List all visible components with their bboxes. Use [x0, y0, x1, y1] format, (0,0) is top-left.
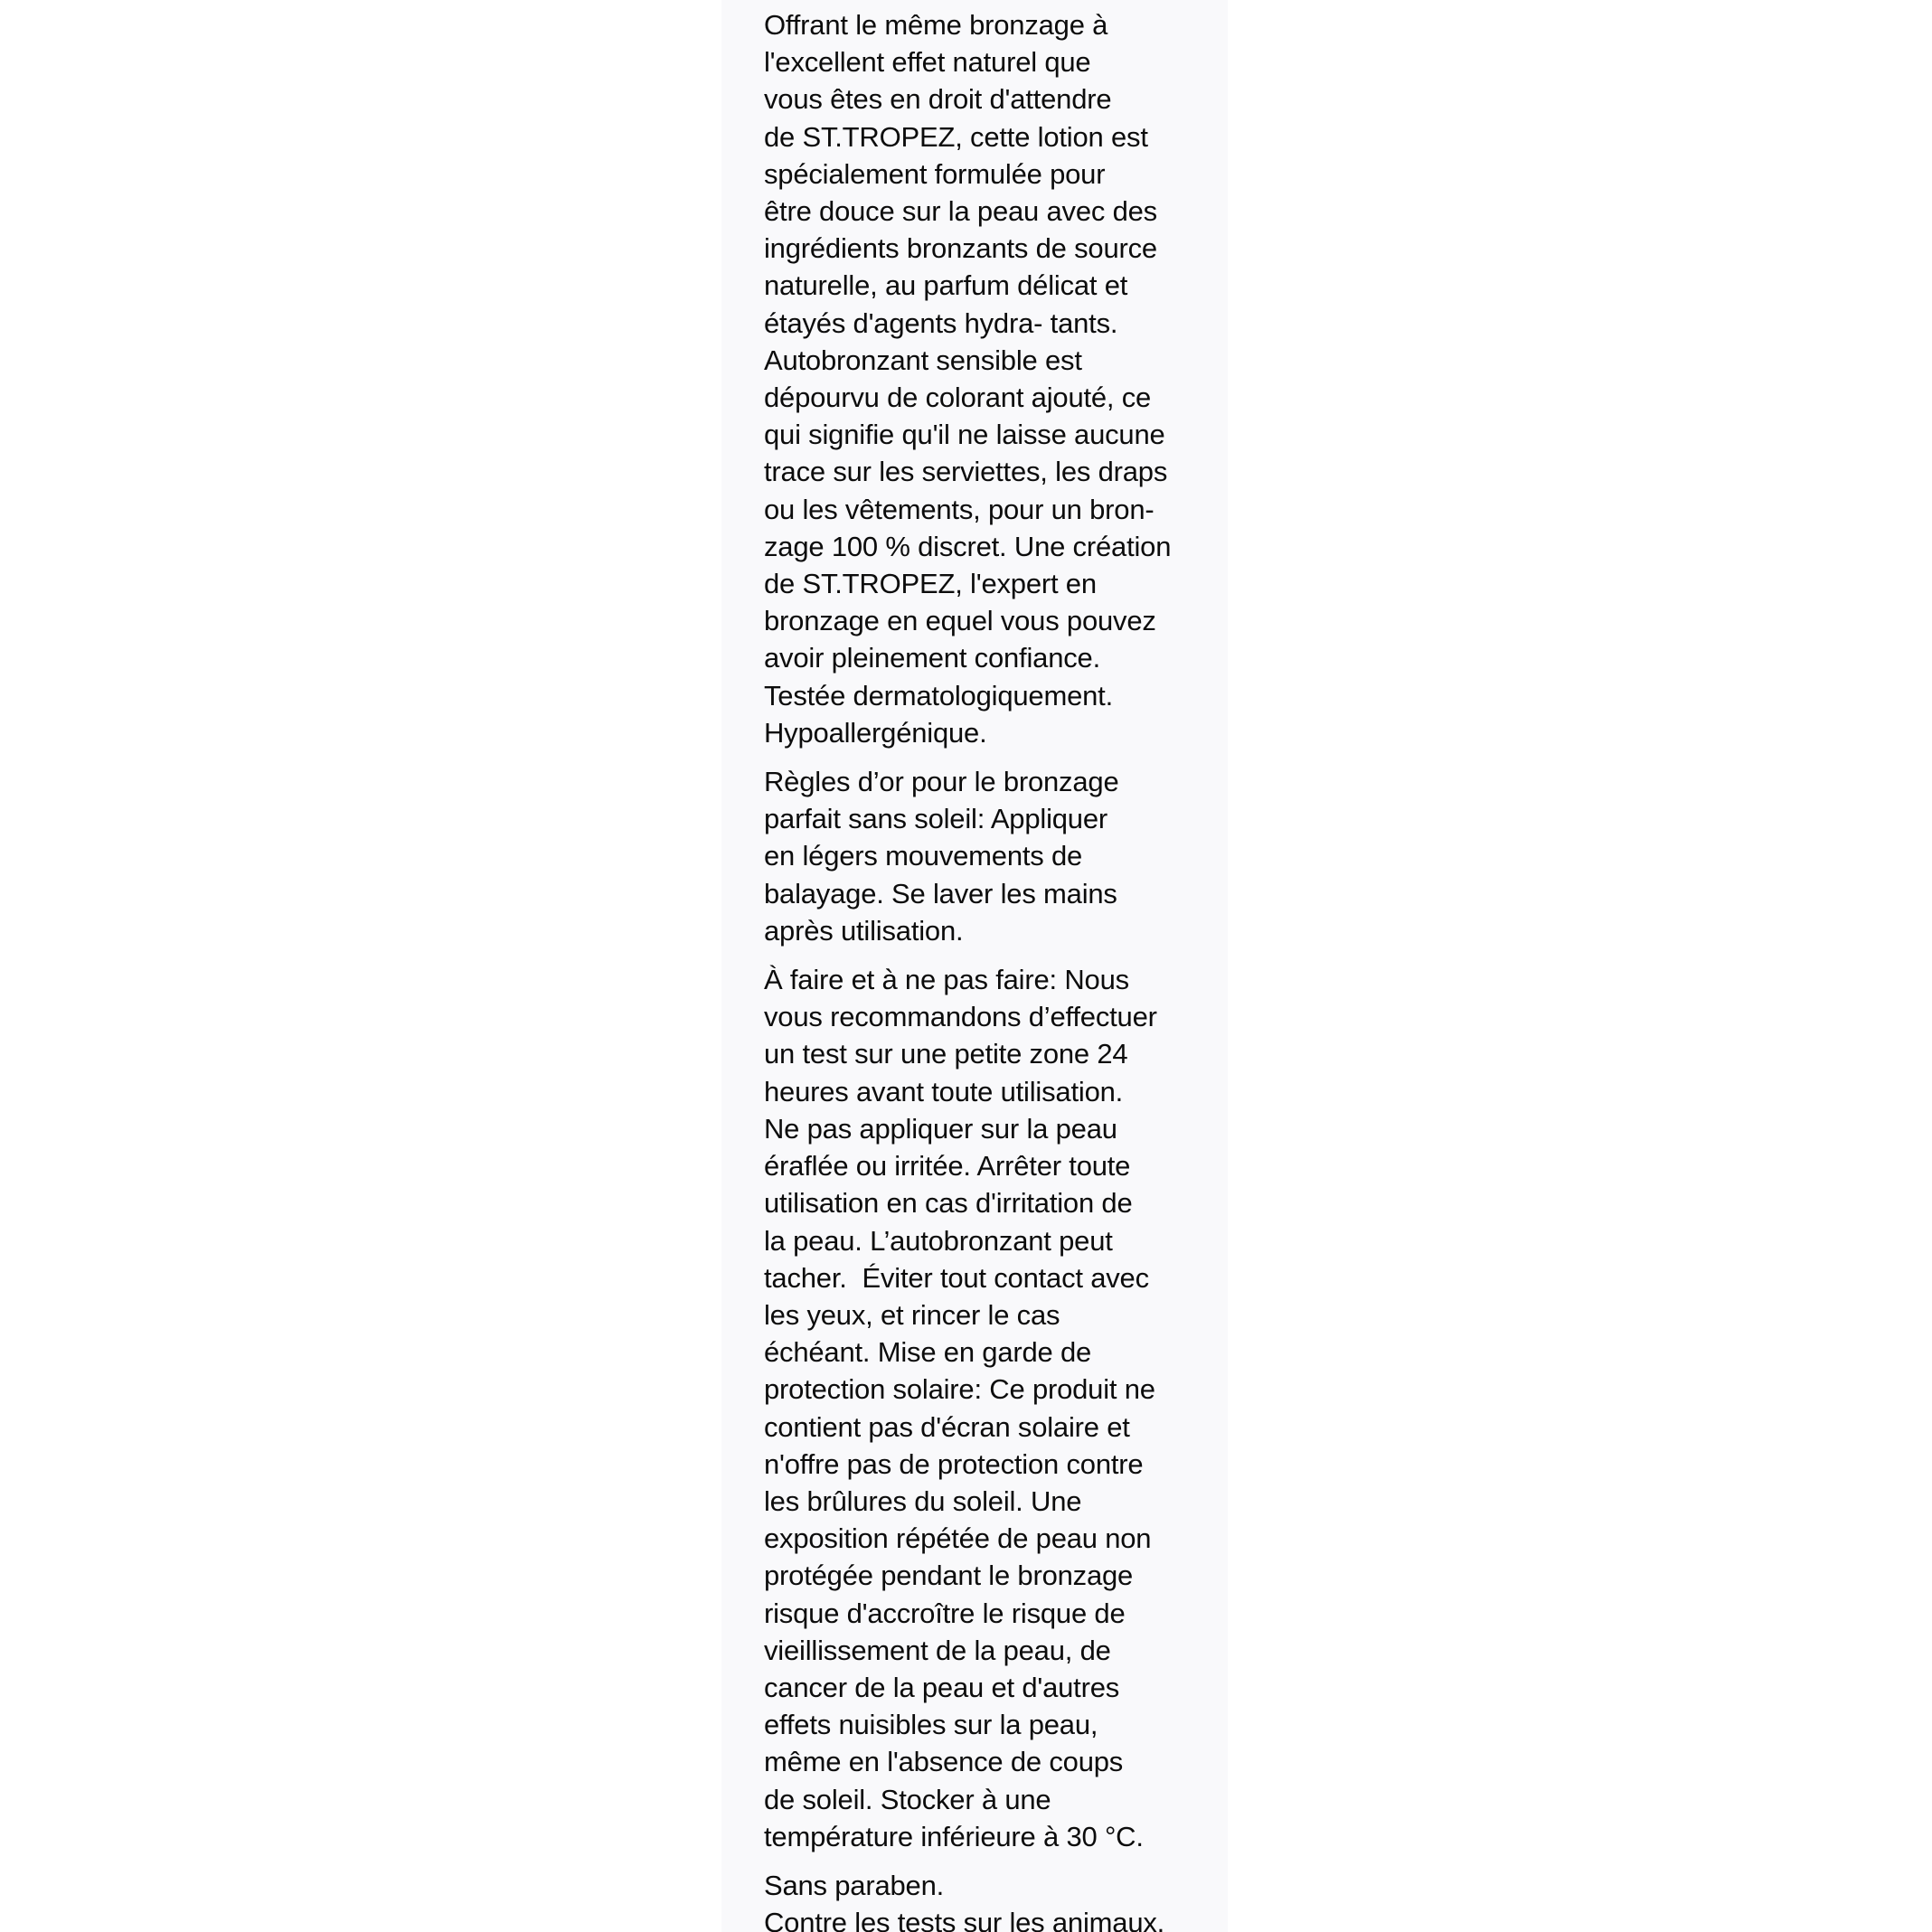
text-line: bronzage en equel vous pouvez: [764, 605, 1156, 637]
text-line: l'excellent effet naturel que: [764, 46, 1091, 79]
product-description-paragraph: [764, 6, 1234, 751]
text-line: ingrédients bronzants de source: [764, 232, 1157, 265]
label-text-column: [764, 6, 1234, 1932]
text-line: de ST.TROPEZ, cette lotion est: [764, 120, 1148, 153]
text-line: effets nuisibles sur la peau,: [764, 1709, 1098, 1741]
text-line: protection solaire: Ce produit ne: [764, 1373, 1155, 1406]
paragraph-gap: [764, 1855, 1234, 1867]
text-line: Règles d’or pour le bronzage: [764, 766, 1119, 798]
text-line: qui signifie qu'il ne laisse aucune: [764, 419, 1165, 451]
text-line: être douce sur la peau avec des: [764, 195, 1157, 228]
text-line: éraflée ou irritée. Arrêter toute: [764, 1150, 1131, 1183]
text-line: vous recommandons d’effectuer: [764, 1001, 1157, 1033]
text-line: Ne pas appliquer sur la peau: [764, 1112, 1117, 1145]
text-line: trace sur les serviettes, les draps: [764, 456, 1168, 488]
text-line: Sans paraben.: [764, 1869, 945, 1901]
text-line: risque d'accroître le risque de: [764, 1597, 1126, 1629]
text-line: échéant. Mise en garde de: [764, 1336, 1092, 1369]
text-line: Offrant le même bronzage à: [764, 9, 1108, 41]
text-line: parfait sans soleil: Appliquer: [764, 803, 1108, 835]
text-line: Testée dermatologiquement.: [764, 679, 1113, 712]
text-line: naturelle, au parfum délicat et: [764, 269, 1128, 302]
text-line: balayage. Se laver les mains: [764, 877, 1117, 909]
application-rules-paragraph: [764, 763, 1234, 949]
text-line: les yeux, et rincer le cas: [764, 1298, 1060, 1331]
text-line: les brûlures du soleil. Une: [764, 1484, 1082, 1517]
text-line: même en l'absence de coups: [764, 1746, 1124, 1778]
text-line: n'offre pas de protection contre: [764, 1447, 1144, 1480]
warnings-paragraph: [764, 961, 1234, 1855]
paragraph-gap: [764, 751, 1234, 763]
paragraph-gap: [764, 949, 1234, 961]
text-line: vous êtes en droit d'attendre: [764, 83, 1112, 116]
text-line: Contre les tests sur les animaux.: [764, 1907, 1165, 1932]
text-line: zage 100 % discret. Une création: [764, 530, 1172, 562]
text-line: dépourvu de colorant ajouté, ce: [764, 382, 1152, 414]
text-line: vieillissement de la peau, de: [764, 1634, 1111, 1666]
text-line: Hypoallergénique.: [764, 716, 987, 749]
text-line: un test sur une petite zone 24: [764, 1038, 1128, 1070]
text-line: la peau. L’autobronzant peut: [764, 1224, 1113, 1257]
text-line: température inférieure à 30 °C.: [764, 1820, 1144, 1852]
text-line: en légers mouvements de: [764, 840, 1083, 872]
text-line: exposition répétée de peau non: [764, 1522, 1152, 1555]
text-line: utilisation en cas d'irritation de: [764, 1187, 1133, 1220]
text-line: À faire et à ne pas faire: Nous: [764, 964, 1129, 996]
text-line: après utilisation.: [764, 914, 964, 947]
text-line: protégée pendant le bronzage: [764, 1560, 1134, 1592]
text-line: heures avant toute utilisation.: [764, 1075, 1124, 1107]
text-line: ou les vêtements, pour un bron-: [764, 493, 1154, 525]
text-line: étayés d'agents hydra- tants.: [764, 306, 1118, 339]
text-line: de ST.TROPEZ, l'expert en: [764, 568, 1097, 600]
text-line: avoir pleinement confiance.: [764, 642, 1100, 674]
text-line: cancer de la peau et d'autres: [764, 1671, 1120, 1703]
text-line: de soleil. Stocker à une: [764, 1783, 1051, 1815]
text-line: tacher. Éviter tout contact avec: [764, 1261, 1149, 1294]
text-line: Autobronzant sensible est: [764, 344, 1082, 376]
text-line: spécialement formulée pour: [764, 157, 1106, 190]
text-line: contient pas d'écran solaire et: [764, 1410, 1130, 1443]
claims-paragraph: [764, 1867, 1234, 1932]
